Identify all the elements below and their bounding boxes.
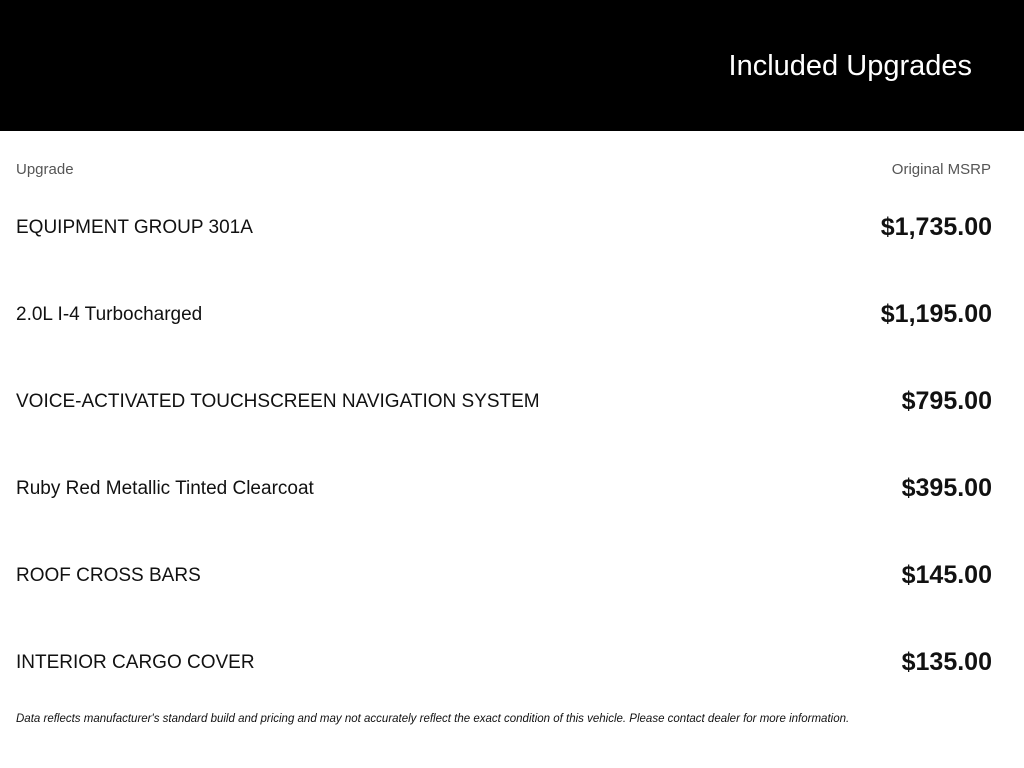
upgrade-name: 2.0L I-4 Turbocharged (16, 304, 203, 325)
upgrade-price: $145.00 (901, 561, 992, 589)
header-bar (0, 0, 1024, 131)
upgrade-name: ROOF CROSS BARS (16, 565, 201, 586)
upgrade-name: INTERIOR CARGO COVER (16, 652, 255, 673)
column-header-upgrade: Upgrade (16, 161, 74, 178)
upgrade-row (16, 382, 992, 422)
upgrade-row (16, 643, 992, 683)
upgrade-price: $135.00 (901, 648, 992, 676)
upgrade-price: $1,735.00 (880, 213, 992, 241)
upgrade-row (16, 208, 992, 248)
upgrade-name: VOICE-ACTIVATED TOUCHSCREEN NAVIGATION SYSTEM (16, 391, 540, 412)
disclaimer-text: Data reflects manufacturer's standard build and pricing and may not accurately reflect the exact condition of this vehicle. Please contact dealer for more information. (16, 713, 850, 725)
upgrade-name: EQUIPMENT GROUP 301A (16, 217, 253, 238)
upgrade-name: Ruby Red Metallic Tinted Clearcoat (16, 478, 314, 499)
upgrade-price: $795.00 (901, 387, 992, 415)
upgrade-price: $1,195.00 (880, 300, 992, 328)
upgrade-price: $395.00 (901, 474, 992, 502)
upgrade-row (16, 295, 992, 335)
upgrade-row (16, 556, 992, 596)
column-header-msrp: Original MSRP (891, 161, 991, 178)
upgrade-row (16, 469, 992, 509)
page-title: Included Upgrades (728, 50, 972, 82)
